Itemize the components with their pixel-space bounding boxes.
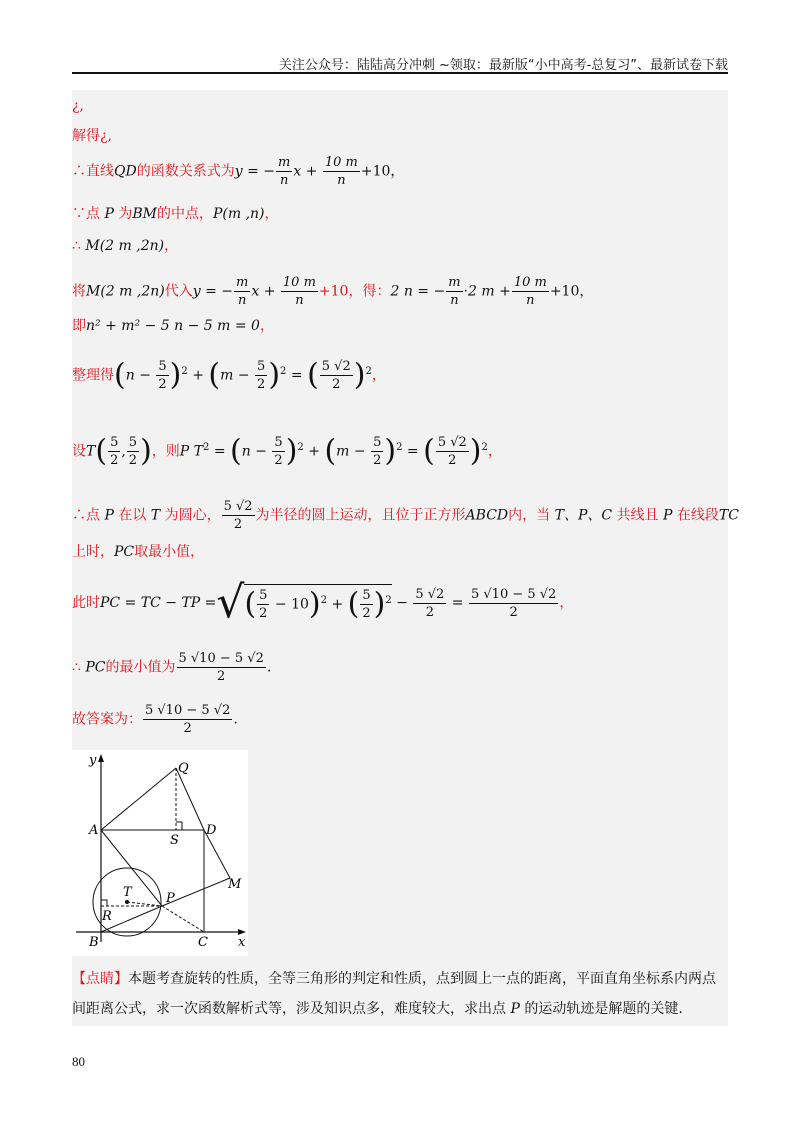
key-point-text: 的运动轨迹是解题的关键. xyxy=(519,1001,683,1017)
label-T: T xyxy=(123,885,132,900)
solution-line-14 xyxy=(72,702,238,737)
fraction-10m-over-n xyxy=(512,274,549,309)
line-text: 共线且 xyxy=(612,507,663,524)
math-op: − xyxy=(233,367,255,384)
math-number: 10 xyxy=(291,596,309,613)
solution-line-6 xyxy=(72,274,593,309)
y-axis-arrow xyxy=(98,754,104,762)
key-point-text: 间距离公式，求一次函数解析式等，涉及知识点多，难度较大，求出点 xyxy=(72,1001,511,1017)
label-x: x xyxy=(238,935,246,950)
label-Q: Q xyxy=(178,761,189,776)
math-M: M xyxy=(85,238,100,254)
solution-line-10 xyxy=(72,498,739,533)
frac-den: 2 xyxy=(110,453,119,468)
frac-num: 5 xyxy=(362,588,371,603)
frac-num: m xyxy=(236,275,249,290)
line-text: 为圆心， xyxy=(160,507,221,524)
line-text: 内，当 xyxy=(508,507,555,524)
line-text: 解得¿, xyxy=(72,128,112,144)
exponent: 2 xyxy=(280,365,287,377)
frac-num: 5 xyxy=(373,435,382,450)
line-text: 即 xyxy=(72,318,86,334)
solution-line-1 xyxy=(72,96,84,116)
solution-line-13 xyxy=(72,650,271,685)
key-point-note xyxy=(72,964,728,1026)
frac-num: 10 m xyxy=(282,275,316,290)
line-text: 为 xyxy=(113,206,133,222)
label-P: P xyxy=(166,891,175,906)
frac-den: 2 xyxy=(158,377,167,392)
label-A: A xyxy=(89,823,99,838)
exponent: 2 xyxy=(396,441,403,453)
line-text: ∴直线 xyxy=(72,163,114,180)
fraction-5sqrt2-over-2 xyxy=(320,358,353,393)
solution-line-5 xyxy=(72,236,178,256)
exponent: 2 xyxy=(365,365,372,377)
frac-den: n xyxy=(295,293,304,308)
geometry-figure xyxy=(72,750,248,956)
math-QD: QD xyxy=(114,163,137,180)
line-text: 设 xyxy=(72,443,86,460)
line-text: ， xyxy=(487,443,502,460)
solution-line-7 xyxy=(72,316,274,336)
math-op: = xyxy=(402,443,424,460)
label-M: M xyxy=(228,877,242,892)
key-point-line-1 xyxy=(72,964,728,994)
math-op: + xyxy=(303,443,325,460)
line-text: 此时 xyxy=(72,595,100,611)
frac-num: 5 √2 xyxy=(321,359,351,374)
math-expression: PC = TC − TP = xyxy=(100,595,217,611)
right-angle-S xyxy=(176,822,182,830)
math-coord: (2 m ,2n) xyxy=(100,283,165,300)
frac-num: 5 xyxy=(259,588,268,603)
math-ABCD: ABCD xyxy=(465,507,509,524)
math-x: x xyxy=(251,283,260,300)
solution-line-11 xyxy=(72,542,204,562)
frac-num: 5 √10 − 5 √2 xyxy=(178,651,264,666)
label-C: C xyxy=(198,935,208,950)
label-y: y xyxy=(89,753,97,768)
segment-AQ xyxy=(101,768,176,830)
math-op: + xyxy=(301,163,322,180)
solution-line-12: 此时PC = TC − TP =√( $\frac{5}{2}$ − 10)$^2$ + ( $\frac{5}{2}$ )$^2$ − $\frac{5 √2}{2}$ = $\frac{5 √10 - 5 √2}{2}$ ， xyxy=(72,577,574,628)
label-R: R xyxy=(102,909,112,924)
math-BM: BM xyxy=(132,206,157,222)
math-PT: P T xyxy=(179,443,204,460)
math-y: y xyxy=(192,283,201,300)
math-TC: TC xyxy=(718,507,739,524)
fraction-5-over-2 xyxy=(272,434,284,469)
math-P: P xyxy=(212,206,223,222)
frac-den: 2 xyxy=(274,453,283,468)
fraction-m-over-n xyxy=(276,154,292,189)
frac-den: 2 xyxy=(332,377,341,392)
math-op: +10， xyxy=(360,163,405,180)
exponent: 2 xyxy=(181,365,188,377)
frac-den: n xyxy=(450,293,459,308)
math-op: = xyxy=(286,367,308,384)
fraction-5-over-2 xyxy=(127,434,139,469)
label-D: D xyxy=(206,823,217,838)
key-point-line-2 xyxy=(72,994,728,1024)
frac-den: 2 xyxy=(257,377,266,392)
math-op: = − xyxy=(242,163,275,180)
frac-num: 5 √10 − 5 √2 xyxy=(470,586,557,602)
line-text: ， xyxy=(259,318,274,334)
fraction-5sqrt2-over-2 xyxy=(413,586,446,621)
math-op: = − xyxy=(200,283,234,300)
frac-num: 5 xyxy=(110,435,119,450)
math-op: − xyxy=(250,443,272,460)
math-x: x xyxy=(293,163,302,180)
math-coord: (2 m ,2n) xyxy=(99,238,165,254)
key-point-tag: 【点睛】 xyxy=(72,971,128,987)
segment-PC xyxy=(162,906,204,932)
line-text: 在以 xyxy=(113,507,151,524)
frac-den: n xyxy=(238,293,247,308)
page-number: 80 xyxy=(72,1054,85,1069)
fraction-5sqrt2-over-2 xyxy=(436,434,469,469)
line-text: ∴ xyxy=(72,238,86,254)
math-op: . xyxy=(266,659,272,676)
frac-num: m xyxy=(448,275,461,290)
math-PC: PC xyxy=(85,659,106,676)
line-text: ，则 xyxy=(151,443,180,460)
line-text: 整理得 xyxy=(72,367,114,384)
math-M: M xyxy=(86,283,101,300)
math-op: + xyxy=(327,596,348,613)
math-P: P xyxy=(510,1001,520,1017)
math-op: . xyxy=(233,711,238,728)
frac-num: 5 √10 − 5 √2 xyxy=(145,703,231,718)
line-text: ， xyxy=(264,206,279,222)
line-text: 为半径的圆上运动，且位于正方形 xyxy=(255,507,466,524)
math-P: P xyxy=(104,206,114,222)
line-text: 在线段 xyxy=(672,507,719,524)
solution-line-3 xyxy=(72,154,404,189)
fraction-m-over-n xyxy=(234,274,250,309)
frac-den: 2 xyxy=(509,604,518,620)
fraction-5-over-2 xyxy=(360,587,372,622)
line-text: 故答案为： xyxy=(72,711,142,728)
frac-num: 5 xyxy=(257,359,266,374)
frac-num: 5 xyxy=(128,435,138,450)
line-text: ¿, xyxy=(72,98,84,114)
frac-den: 2 xyxy=(233,517,243,532)
solution-line-4 xyxy=(72,204,279,224)
frac-den: 2 xyxy=(425,604,434,620)
math-coord: (m ,n) xyxy=(222,206,265,222)
fraction-10m-over-n xyxy=(281,274,318,309)
fraction-5-over-2 xyxy=(257,587,269,622)
exponent: 2 xyxy=(203,441,210,453)
frac-den: n xyxy=(337,173,346,188)
frac-num: 10 m xyxy=(513,275,547,290)
point-T xyxy=(125,900,129,904)
line-text: ， xyxy=(371,367,386,384)
math-P: P xyxy=(104,507,114,524)
frac-den: 2 xyxy=(128,453,138,468)
frac-num: 5 √2 xyxy=(223,499,253,514)
fraction-5-over-2 xyxy=(255,358,267,393)
label-S: S xyxy=(170,833,179,848)
line-text: 代入 xyxy=(164,283,193,300)
exponent: 2 xyxy=(481,441,488,453)
sqrt-radicand: ( $\frac{5}{2}$ − 10)$^2$ + ( $\frac{5}{2}$ )$^2$ xyxy=(244,584,391,622)
math-T: T xyxy=(86,443,96,460)
line-text: ∴ xyxy=(72,659,86,676)
fraction-5-over-2 xyxy=(108,434,120,469)
line-text: 上时， xyxy=(72,544,114,560)
math-op: = xyxy=(447,595,468,611)
frac-num: 5 xyxy=(274,435,283,450)
segment-QD xyxy=(176,768,204,830)
right-angle-R xyxy=(101,900,107,906)
fraction-5-over-2 xyxy=(371,434,383,469)
math-op: − xyxy=(391,595,413,611)
line-text: +10，得： xyxy=(318,283,391,300)
fraction-answer xyxy=(177,650,266,685)
line-text: ∴点 xyxy=(72,507,105,524)
math-op: − xyxy=(349,443,371,460)
exponent: 2 xyxy=(385,594,392,606)
fraction-m-over-n xyxy=(446,274,462,309)
math-T: T xyxy=(150,507,161,524)
label-B: B xyxy=(89,935,99,950)
math-TPC: T、P、C xyxy=(554,507,613,524)
math-op: + xyxy=(187,367,209,384)
exponent: 2 xyxy=(297,441,304,453)
frac-num: 5 √2 xyxy=(437,435,467,450)
figure-svg xyxy=(72,750,248,956)
frac-den: 2 xyxy=(183,721,192,736)
line-text: ∵点 xyxy=(72,206,105,222)
key-point-text: 本题考查旋转的性质，全等三角形的判定和性质，点到圆上一点的距离，平面直角坐标系内两点 xyxy=(128,971,716,987)
math-op: + xyxy=(259,283,280,300)
math-P: P xyxy=(663,507,673,524)
line-text: 的函数关系式为 xyxy=(136,163,235,180)
frac-den: 2 xyxy=(448,453,457,468)
fraction-5sqrt2-over-2 xyxy=(222,498,255,533)
frac-den: n xyxy=(279,173,289,188)
fraction-10m-over-n xyxy=(323,154,360,189)
frac-num: 5 xyxy=(158,359,167,374)
frac-num: 5 √2 xyxy=(415,586,445,602)
math-op: = − xyxy=(412,283,446,300)
page-header: 关注公众号：陆陆高分冲刺 ~领取：最新版“小中高考-总复习”、最新试卷下载 xyxy=(278,58,728,73)
exponent: 2 xyxy=(320,594,327,606)
frac-den: 2 xyxy=(362,606,371,621)
math-op: = xyxy=(209,443,231,460)
frac-den: 2 xyxy=(373,453,382,468)
line-text: 取最小值， xyxy=(134,544,205,560)
math-op: ·2 m + xyxy=(463,283,511,300)
line-text: 的最小值为 xyxy=(105,659,176,676)
math-op: − xyxy=(270,596,292,613)
solution-line-8: 整理得(n − $\frac{5}{2}$ )$^2$ + (m − $\frac{5}{2}$ )$^2$ = ( $\frac{5 √2}{2}$ )$^2$， xyxy=(72,357,386,393)
math-PC: PC xyxy=(114,544,135,560)
fraction-5-over-2 xyxy=(156,358,168,393)
frac-den: n xyxy=(526,293,535,308)
frac-num: m xyxy=(278,155,291,170)
math-op: +10， xyxy=(549,283,594,300)
line-text: 的中点， xyxy=(156,206,213,222)
frac-den: 2 xyxy=(259,606,268,621)
fraction-answer xyxy=(143,702,232,737)
line-text: ， xyxy=(164,238,179,254)
segment-TP xyxy=(127,902,162,906)
square-ABCD xyxy=(101,830,204,932)
fraction-answer xyxy=(469,586,558,621)
math-equation: n² + m² − 5 n − 5 m = 0 xyxy=(86,318,260,334)
frac-num: 10 m xyxy=(324,155,358,170)
math-op: − xyxy=(134,367,156,384)
math-2n: 2 n xyxy=(390,283,413,300)
solution-line-9: 设T( $\frac{5}{2}$ , $\frac{5}{2}$ )，则P $T^2 = (n$ − $\frac{5}{2}$ )$^2$ + (m − $\frac{5}{2}$ )$^2$ = ( $\frac{5 √2}{2}$ )$^2$， xyxy=(72,433,502,469)
header-rule xyxy=(72,72,728,74)
math-y: y xyxy=(234,163,243,180)
solution-line-2 xyxy=(72,126,112,146)
frac-den: 2 xyxy=(217,669,226,684)
line-text: 将 xyxy=(72,283,86,300)
line-text: ， xyxy=(559,595,574,611)
